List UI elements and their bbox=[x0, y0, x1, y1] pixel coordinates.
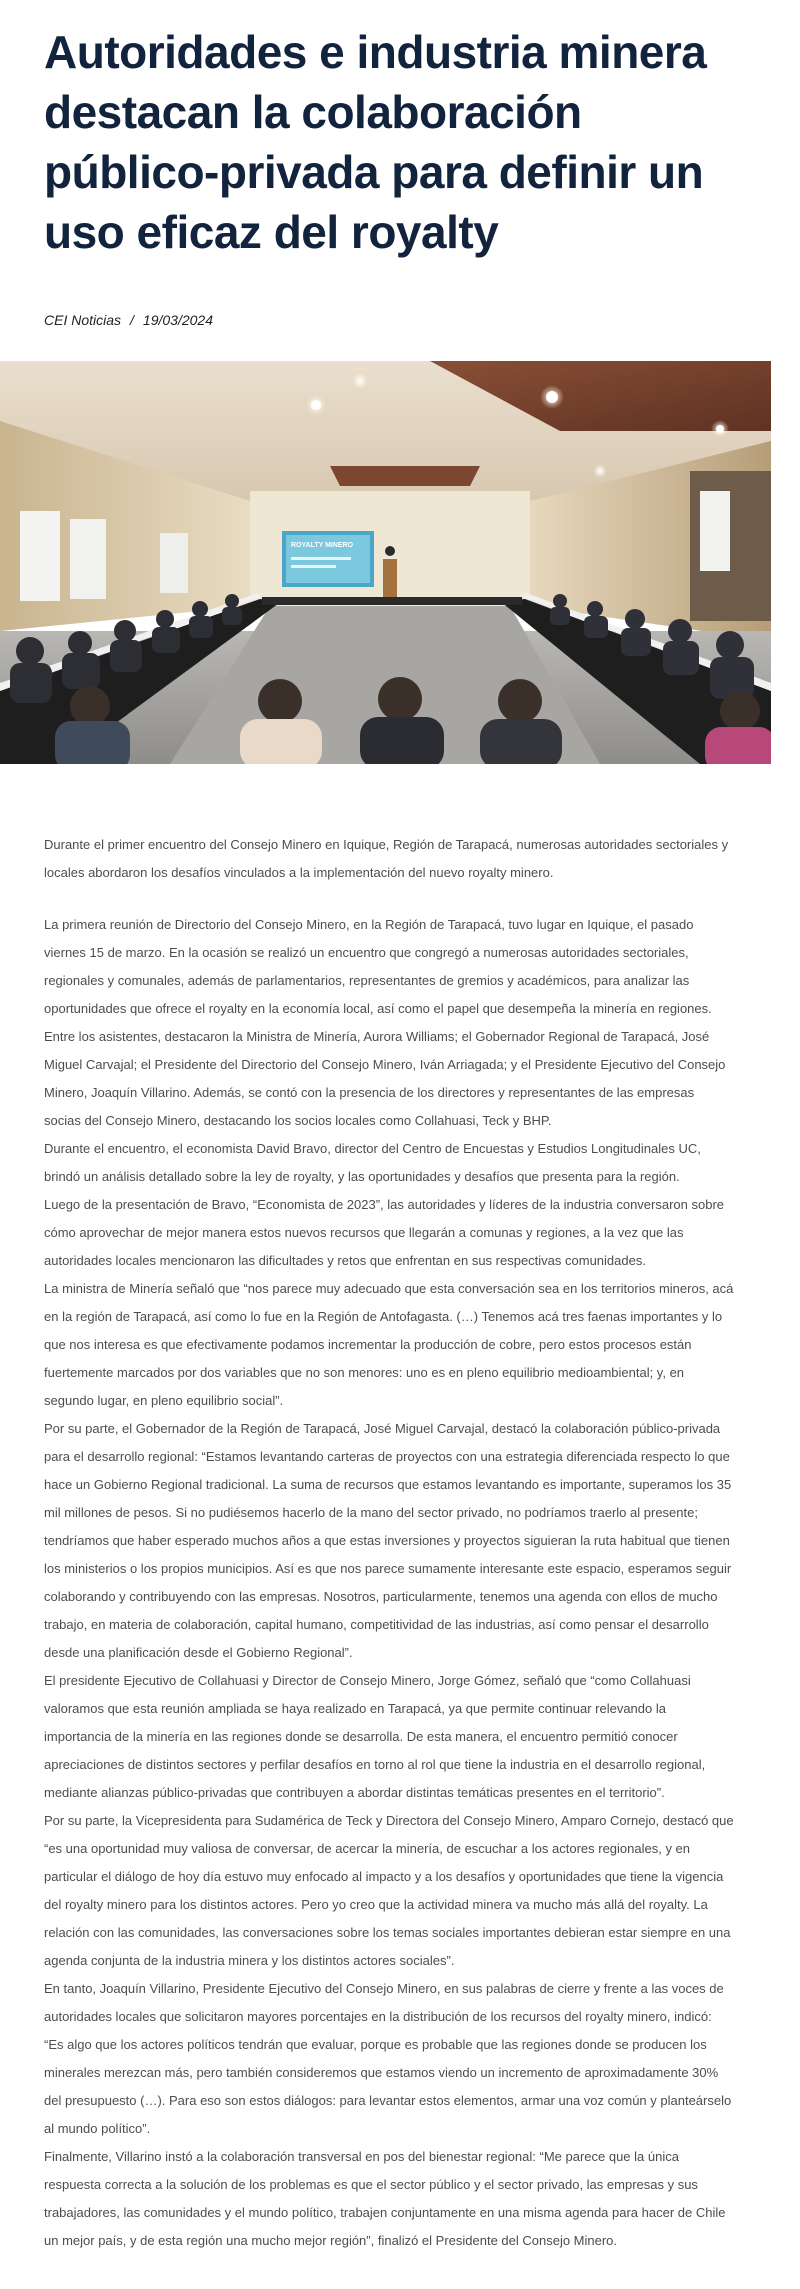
article-paragraph: El presidente Ejecutivo de Collahuasi y Director de Consejo Minero, Jorge Gómez, señaló que “como Collahuasi valoramos que esta reunión ampliada se haya realizado en Tarapacá, ya que permite continuar relevando la importancia de la minería en las regiones donde se desarrolla. De esta manera, el encuentro permitió conocer apreciaciones de distintos sectores y perfilar desafíos en torno al rol que tiene la industria en el desarrollo regional, mediante alianzas público-privadas que contribuyen a abordar distintas temáticas presentes en el territorio”. bbox=[44, 1673, 706, 1800]
article-paragraph: Por su parte, el Gobernador de la Región de Tarapacá, José Miguel Carvajal, destacó la colaboración público-privada para el desarrollo regional: “Estamos levantando carteras de proyectos con una estrategia diferenciada respecto lo que hace un Gobierno Regional tradicional. La suma de recursos que estamos levantando es importante, superamos los 35 mil millones de pesos. Si no pudiésemos hacerlo de la mano del sector privado, no podríamos traerlo al presente; tendríamos que haber esperado muchos años a que estas inversiones y proyectos siguieran la ruta habitual que tienen los ministerios o los propios municipios. Así es que nos parece sumamente interesante este espacio, esperamos seguir colaborando y contribuyendo con las empresas. Nosotros, particularmente, tenemos una agenda con ellos de mucho trabajo, en materia de colaboración, capital humano, competitividad de las industrias, así como pensar el desarrollo desde una planificación desde el Gobierno Regional”. bbox=[44, 1421, 732, 1660]
article-title: Autoridades e industria minera destacan la colaboración público-privada para definir un uso eficaz del royalty bbox=[44, 26, 707, 258]
article-paragraph: Durante el encuentro, el economista David Bravo, director del Centro de Encuestas y Estudios Longitudinales UC, brindó un análisis detallado sobre la ley de royalty, y las oportunidades y desafíos que presenta para la región. bbox=[44, 1141, 701, 1184]
article-paragraph: Por su parte, la Vicepresidenta para Sudamérica de Teck y Directora del Consejo Minero, Amparo Cornejo, destacó que “es una oportunidad muy valiosa de conversar, de acercar la minería, de escuchar a los actores regionales, y en particular el diálogo de hoy día estuvo muy enfocado al impacto y a los desafíos y oportunidades que tiene la vigencia del royalty minero para los distintos actores. Pero yo creo que la actividad minera va mucho más allá del royalty. La relación con las comunidades, las conversaciones sobre los temas sociales importantes debieran estar siempre en una agenda conjunta de la industria minera y los distintos actores sociales”. bbox=[44, 1813, 734, 1968]
conference-room-illustration bbox=[0, 361, 771, 764]
article-paragraph: La primera reunión de Directorio del Consejo Minero, en la Región de Tarapacá, tuvo lugar en Iquique, el pasado viernes 15 de marzo. En la ocasión se realizó un encuentro que congregó a numerosas autoridades sectoriales, regionales y comunales, además de parlamentarios, representantes de gremios y académicos, para analizar las oportunidades que ofrece el royalty en la economía local, así como el papel que desempeña la minería en regiones. bbox=[44, 917, 712, 1016]
article-paragraph: Entre los asistentes, destacaron la Ministra de Minería, Aurora Williams; el Gobernador Regional de Tarapacá, José Miguel Carvajal; el Presidente del Directorio del Consejo Minero, Iván Arriagada; y el Presidente Ejecutivo del Consejo Minero, Joaquín Villarino. Además, se contó con la presencia de los directores y representantes de las empresas socias del Consejo Minero, destacando los socios locales como Collahuasi, Teck y BHP. bbox=[44, 1029, 726, 1128]
article-lead: Durante el primer encuentro del Consejo Minero en Iquique, Región de Tarapacá, numerosas autoridades sectoriales y locales abordaron los desafíos vinculados a la implementación del nuevo royalty minero. bbox=[44, 837, 729, 880]
conference-photo bbox=[0, 361, 771, 764]
article-paragraph: Luego de la presentación de Bravo, “Economista de 2023”, las autoridades y líderes de la industria conversaron sobre cómo aprovechar de mejor manera estos nuevos recursos que llegarán a comunas y regiones, a la vez que las autoridades locales mencionaron las dificultades y retos que enfrentan en sus respectivas comunidades. bbox=[44, 1197, 725, 1268]
screen-text: ROYALTY MINERO bbox=[291, 542, 354, 549]
article-body bbox=[44, 831, 734, 2255]
article-paragraph: La ministra de Minería señaló que “nos parece muy adecuado que esta conversación sea en los territorios mineros, acá en la región de Tarapacá, así como lo fue en la Región de Antofagasta. (…) Tenemos acá tres faenas importantes y lo que nos interesa es que efectivamente podamos incrementar la producción de cobre, pero estos procesos están fuertemente marcados por dos variables que no son menores: uno es en pleno equilibrio medioambiental; y, en segundo lugar, en pleno equilibrio social”. bbox=[44, 1281, 734, 1408]
article-paragraph: En tanto, Joaquín Villarino, Presidente Ejecutivo del Consejo Minero, en sus palabras de cierre y frente a las voces de autoridades locales que solicitaron mayores porcentajes en la distribución de los recursos del royalty minero, indicó: “Es algo que los actores políticos tendrán que evaluar, porque es probable que las regiones donde se producen los minerales merezcan más, pero también consideremos que estamos viendo un incremento de aproximadamente 30% del presupuesto (…). Para eso son estos diálogos: para levantar estos elementos, armar una voz común y planteárselo al mundo político”. bbox=[44, 1981, 732, 2136]
meta-separator: / bbox=[130, 312, 134, 328]
article-paragraph: Finalmente, Villarino instó a la colaboración transversal en pos del bienestar regional: “Me parece que la única respuesta correcta a la solución de los problemas es que el sector público y el sector privado, las empresas y sus trabajadores, las comunidades y el mundo político, trabajen conjuntamente en una misma agenda para hacer de Chile un mejor país, y de esta región una mucho mejor región”, finalizó el Presidente del Consejo Minero. bbox=[44, 2149, 726, 2248]
publish-date: 19/03/2024 bbox=[142, 312, 213, 328]
article-meta bbox=[44, 312, 213, 328]
source-link[interactable]: CEI Noticias bbox=[44, 312, 122, 328]
